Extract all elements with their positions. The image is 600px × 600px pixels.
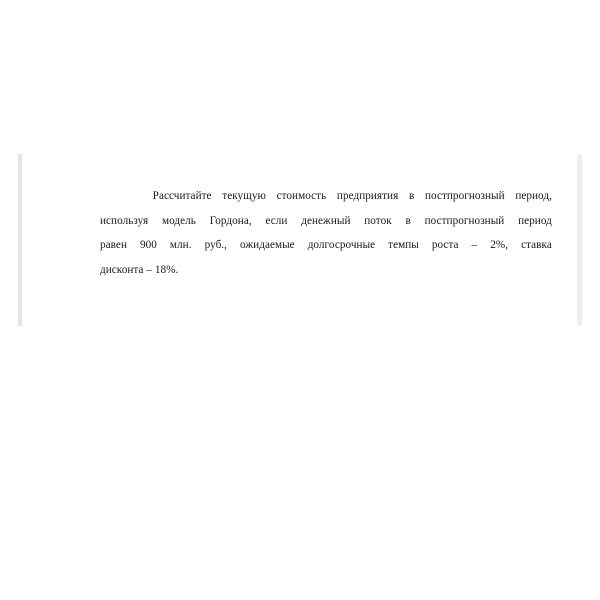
- word: долгосрочные: [307, 239, 376, 251]
- word: ожидаемые: [240, 239, 295, 251]
- left-margin-rule: [18, 154, 22, 326]
- word: в: [408, 190, 415, 202]
- right-margin-rule-inner: [577, 154, 578, 326]
- first-line-indent: [100, 184, 142, 209]
- word: период,: [515, 190, 552, 202]
- word: денежный: [301, 214, 351, 227]
- word: равен: [100, 239, 127, 251]
- word: в: [405, 214, 411, 227]
- word: предприятия: [336, 190, 399, 202]
- paragraph-line-3: [100, 233, 552, 258]
- word: ставка: [521, 239, 552, 251]
- word: руб.,: [204, 239, 228, 251]
- paragraph-line-4: дисконта – 18%.: [100, 263, 179, 276]
- word: Рассчитайте: [152, 190, 212, 202]
- word: текущую: [222, 190, 266, 202]
- paragraph-line-2: [100, 209, 552, 234]
- word: стоимость: [276, 190, 327, 202]
- word: 900: [139, 239, 157, 251]
- word: модель: [161, 214, 196, 227]
- document-body-band: [18, 154, 582, 326]
- word: период: [518, 214, 552, 227]
- word: роста: [431, 239, 459, 251]
- right-margin-rule: [578, 154, 582, 326]
- word: если: [265, 214, 288, 227]
- word: постпрогнозный: [424, 190, 505, 202]
- word: используя: [100, 214, 149, 227]
- word: –: [471, 239, 478, 251]
- word: темпы: [388, 239, 419, 251]
- paragraph-line-1: [100, 184, 552, 209]
- word: млн.: [169, 239, 192, 251]
- word: поток: [364, 214, 392, 227]
- word: Гордона,: [209, 214, 252, 227]
- word: постпрогнозный: [424, 214, 505, 227]
- task-paragraph: [100, 184, 552, 282]
- word: 2%,: [490, 239, 509, 251]
